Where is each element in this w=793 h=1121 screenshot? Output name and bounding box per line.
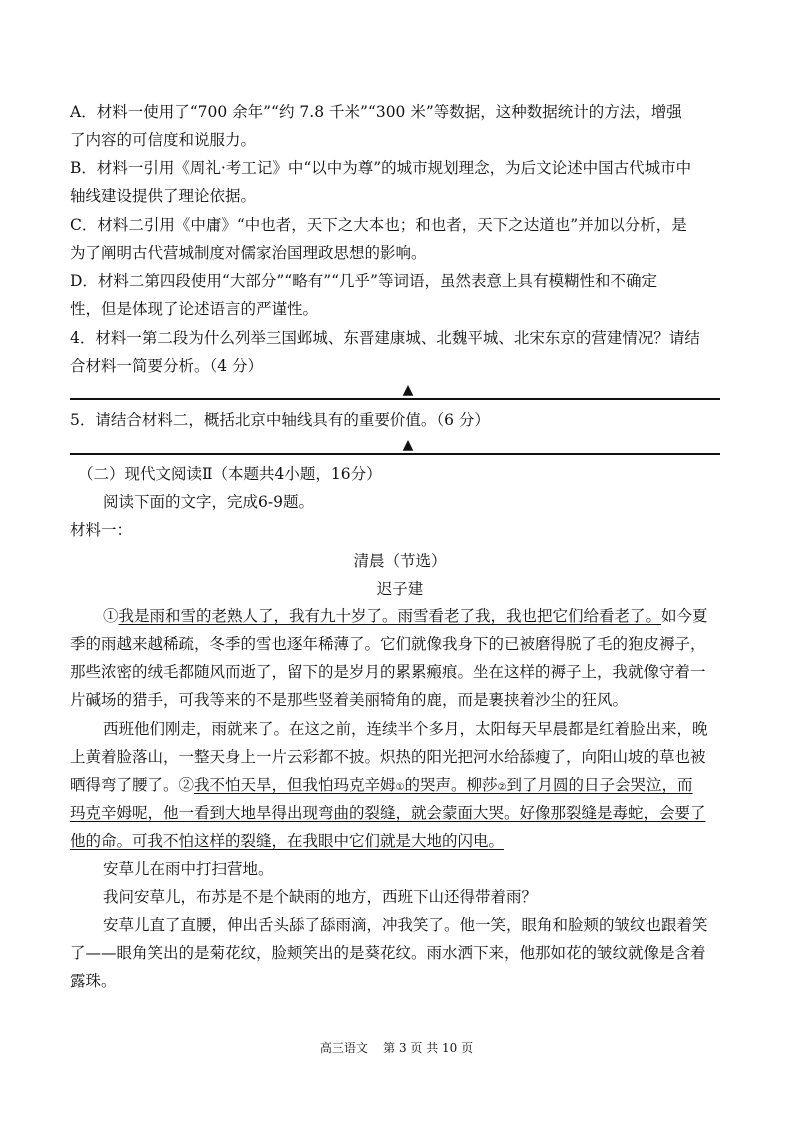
reading-instruction: 阅读下面的文字，完成6-9题。: [103, 493, 314, 511]
paragraph-2-line-3: [70, 771, 730, 802]
question-5: 5．请结合材料二，概括北京中轴线具有的重要价值。（6 分）: [70, 411, 490, 429]
underlined-sentence: 他的命。可我不怕这样的裂缝，在我眼中它们就是大地的闪电。: [70, 832, 505, 850]
passage-author: 迟子建: [376, 580, 424, 598]
answer-triangle-icon: ▲: [402, 437, 414, 453]
option-a-line-1: A．材料一使用了“700 余年”“约 7.8 千米”“300 米”等数据，这种数据统计的方法，增强: [70, 103, 682, 121]
paragraph-3: 安草儿在雨中打扫营地。: [103, 860, 274, 878]
option-b-line-1: B．材料一引用《周礼·考工记》中“以中为尊”的城市规划理念，为后文论述中国古代城市中: [70, 159, 692, 177]
paragraph-2-line-5: [70, 827, 730, 855]
underlined-sentence: 我不怕天旱，但我怕玛克辛姆: [194, 776, 396, 794]
answer-rule: [70, 398, 720, 400]
paragraph-5-line-2: 了——眼角笑出的是菊花纹，脸颊笑出的是葵花纹。雨水洒下来，他那如花的皱纹就像是含着: [70, 944, 706, 962]
option-a-line-2: 了内容的可信度和说服力。: [70, 131, 257, 149]
material-label: 材料一：: [70, 521, 133, 539]
footnote-marker: ②: [497, 782, 507, 793]
passage-title: 清晨（节选）: [353, 552, 447, 570]
paragraph-5-line-3: 露珠。: [70, 972, 117, 990]
answer-triangle-icon: ▲: [402, 382, 414, 398]
underlined-sentence: 的哭声。柳莎: [404, 776, 498, 794]
answer-rule: [70, 453, 720, 455]
underlined-sentence: 玛克辛姆呢，他一看到大地旱得出现弯曲的裂缝，就会蒙面大哭。好像那裂缝是毒蛇，会要了: [70, 804, 706, 822]
text-span: 如今夏: [661, 607, 708, 625]
paragraph-1-line-1: [103, 602, 730, 630]
section-heading: （二）现代文阅读Ⅱ（本题共4小题，16分）: [78, 465, 382, 483]
paragraph-1-line-4: 片碱场的猎手，可我等来的不是那些竖着美丽犄角的鹿，而是裹挟着沙尘的狂风。: [70, 691, 629, 709]
option-d-line-2: 性，但是体现了论述语言的严谨性。: [70, 300, 319, 318]
paragraph-2-line-1: 西班他们刚走，雨就来了。在这之前，连续半个多月，太阳每天早晨都是红着脸出来，晚: [103, 720, 708, 738]
text-span: 晒得弯了腰了。②: [70, 776, 195, 794]
paragraph-1-line-2: 季的雨越来越稀疏，冬季的雪也逐年稀薄了。它们就像我身下的已被磨得脱了毛的狍皮褥子，: [70, 635, 706, 653]
paragraph-1-line-3: 那些浓密的绒毛都随风而逝了，留下的是岁月的累累瘢痕。坐在这样的褥子上，我就像守着一: [70, 663, 706, 681]
option-c-line-1: C．材料二引用《中庸》“中也者，天下之大本也；和也者，天下之达道也”并加以分析，是: [70, 216, 687, 234]
option-b-line-2: 轴线建设提供了理论依据。: [70, 187, 257, 205]
option-c-line-2: 为了阐明古代营城制度对儒家治国理政思想的影响。: [70, 244, 427, 262]
underlined-sentence: 到了月圆的日子会哭泣，而: [506, 776, 693, 794]
circled-number: ①: [103, 607, 119, 625]
page-footer: 高三语文 第 3 页 共 10 页: [319, 1041, 474, 1055]
option-d-line-1: D．材料二第四段使用“大部分”“略有”“几乎”等词语，虽然表意上具有模糊性和不确定: [70, 272, 657, 290]
footnote-marker: ①: [395, 782, 405, 793]
paragraph-5-line-1: 安草儿直了直腰，伸出舌头舔了舔雨滴，冲我笑了。他一笑，眼角和脸颊的皱纹也跟着笑: [103, 916, 708, 934]
underlined-sentence: 我是雨和雪的老熟人了，我有九十岁了。雨雪看老了我，我也把它们给看老了。: [118, 607, 662, 625]
paragraph-4: 我问安草儿，布苏是不是个缺雨的地方，西班下山还得带着雨？: [103, 888, 538, 906]
question-4-line-2: 合材料一简要分析。（4 分）: [70, 357, 264, 375]
question-4-line-1: 4．材料一第二段为什么列举三国邺城、东晋建康城、北魏平城、北宋东京的营建情况？请结: [70, 329, 700, 347]
paragraph-2-line-4: [70, 799, 730, 827]
paragraph-2-line-2: 上黄着脸落山，一整天身上一片云彩都不披。炽热的阳光把河水给舔瘦了，向阳山坡的草也被: [70, 748, 706, 766]
